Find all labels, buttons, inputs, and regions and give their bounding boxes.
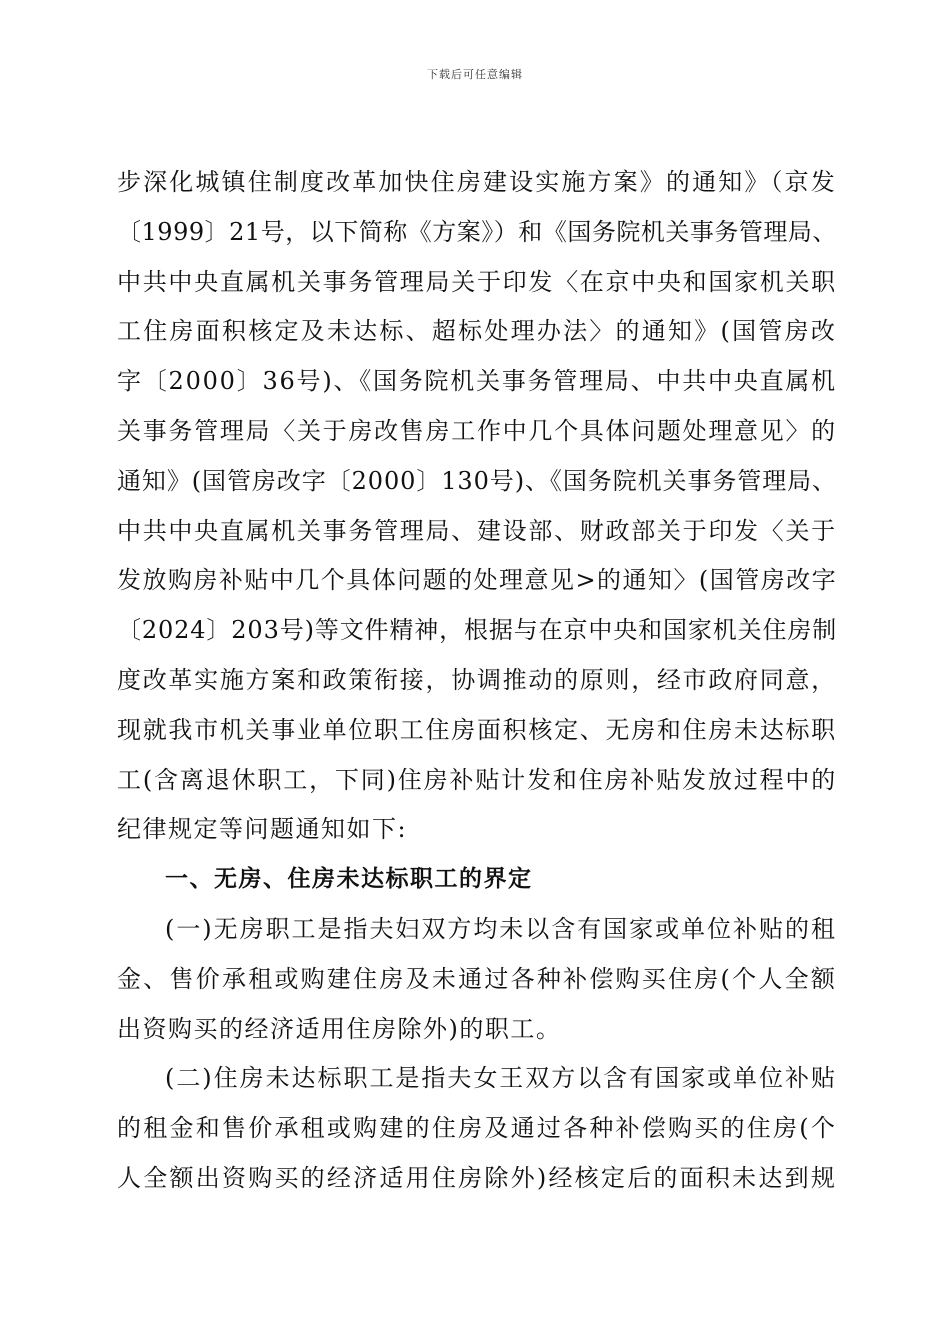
text-line: 字〔2000〕36号)、《国务院机关事务管理局、中共中央直属机 bbox=[117, 367, 837, 396]
text-line: 关事务管理局〈关于房改售房工作中几个具体问题处理意见〉的 bbox=[117, 416, 837, 445]
text-line: 现就我市机关事业单位职工住房面积核定、无房和住房未达标职 bbox=[117, 715, 837, 744]
document-body bbox=[117, 158, 837, 1204]
text-line: 金、售价承租或购建住房及未通过各种补偿购买住房(个人全额 bbox=[117, 964, 838, 993]
text-line: (二)住房未达标职工是指夫女王双方以含有国家或单位补贴 bbox=[165, 1064, 837, 1093]
text-line: 度改革实施方案和政策衔接，协调推动的原则，经市政府同意， bbox=[117, 665, 837, 694]
text-line: 纪律规定等问题通知如下: bbox=[117, 815, 408, 844]
text-line: 〔2024〕203号)等文件精神，根据与在京中央和国家机关住房制 bbox=[117, 616, 838, 645]
text-line: 中共中央直属机关事务管理局关于印发〈在京中央和国家机关职 bbox=[117, 267, 837, 296]
text-line: 工(含离退休职工，下同)住房补贴计发和住房补贴发放过程中的 bbox=[117, 765, 838, 794]
text-line: 工住房面积核定及未达标、超标处理办法〉的通知》(国管房改 bbox=[117, 317, 838, 346]
text-line: 〔1999〕21号，以下简称《方案》）和《国务院机关事务管理局、 bbox=[117, 217, 837, 246]
text-line: 的租金和售价承租或购建的住房及通过各种补偿购买的住房(个 bbox=[117, 1114, 838, 1143]
text-line: 中共中央直属机关事务管理局、建设部、财政部关于印发〈关于 bbox=[117, 516, 837, 545]
text-line: (一)无房职工是指夫妇双方均未以含有国家或单位补贴的租 bbox=[165, 914, 837, 943]
text-line: 人全额出资购买的经济适用住房除外)经核定后的面积未达到规 bbox=[117, 1163, 838, 1192]
section-heading: 一、无房、住房未达标职工的界定 bbox=[165, 866, 533, 893]
text-line: 通知》(国管房改字〔2000〕130号)、《国务院机关事务管理局、 bbox=[117, 466, 837, 495]
text-line: 步深化城镇住制度改革加快住房建设实施方案》的通知》（京发 bbox=[117, 168, 837, 196]
text-line: 出资购买的经济适用住房除外)的职工。 bbox=[117, 1014, 562, 1043]
text-line: 发放购房补贴中几个具体问题的处理意见>的通知〉(国管房改字 bbox=[117, 566, 838, 595]
page-header: 下载后可任意编辑 bbox=[427, 68, 523, 81]
